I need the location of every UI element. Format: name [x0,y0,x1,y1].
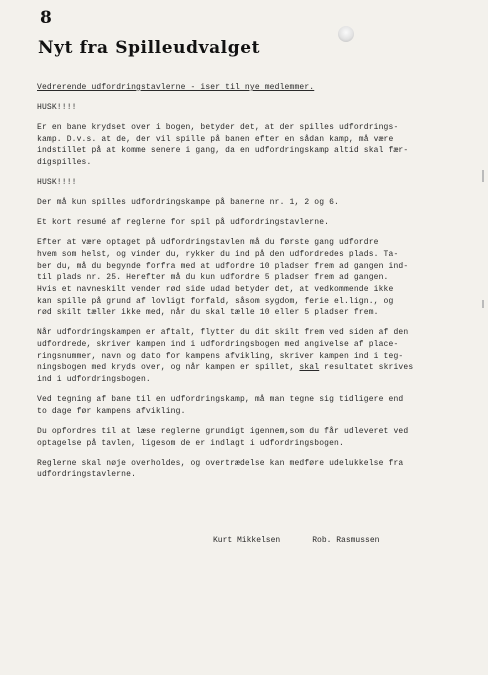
paragraph: HUSK!!!! [37,178,77,188]
paragraph: Ved tegning af bane til en udfordringskamp, må man tegne sig tidligere end to dage før kampens afvikling. [37,395,404,416]
paragraph: HUSK!!!! [37,103,77,112]
page-number: 8 [40,8,52,28]
paragraph: Efter at være optaget på udfordringstavlen må du første gang udfordre hvem som helst, og vinder du, rykker du ind på den udfordredes plads. Ta- ber du, må du begynde forfra med at udfordre 10 pladser frem ad gangen ind- til plads nr. 25. Herefter må du kun udfordre 5 pladser frem ad gangen. Hvis et navneskilt vender rød side udad betyder det, at vedkommende ikke kan spille på grund af lovligt forfald, såsom sygdom, ferie el.lign., og rød skilt tæller ikke med, når du skal tælle 10 eller 5 pladser frem. [37,238,409,318]
letter-body [37,82,457,489]
paragraph: Et kort resumé af reglerne for spil på udfordringstavlerne. [37,218,330,228]
signature-1: Kurt Mikkelsen [213,536,281,545]
underlined-word: skal [299,363,320,373]
paragraph: Der må kun spilles udfordringskampe på banerne nr. 1, 2 og 6. [37,198,339,208]
signatures [213,536,379,545]
paragraph: Er en bane krydset over i bogen, betyder det, at der spilles udfordrings- kamp. D.v.s. at de, der vil spille på banen efter en sådan kamp, må være indstillet på at komme senere i gang, da en udfordringskamp altid skal fær- digspilles. [37,123,409,168]
scan-edge-mark [482,170,484,182]
paragraph: Når udfordringskampen er aftalt, flytter du dit skilt frem ved siden af den udfordrede, skriver kampen ind i udfordringsbogen med angivelse af place- ringsnummer, navn og dato for kampens afvikling, skriver kampen ind i teg- ningsbogen med kryds over, og når kampen er spillet, skal resultatet skrives ind i udfordringsbogen. [37,328,414,385]
paragraph: Reglerne skal nøje overholdes, og overtrædelse kan medføre udelukkelse fra udfordringstavlerne. [37,458,404,480]
punch-hole [338,26,354,42]
subject-line: Vedrerende udfordringstavlerne - iser til nye medlemmer. [37,83,315,92]
paragraph: Du opfordres til at læse reglerne grundigt igennem,som du får udleveret ved optagelse på tavlen, ligesom de er indlagt i udfordringsbogen. [37,426,409,448]
scan-edge-mark [482,300,484,308]
page-title: Nyt fra Spilleudvalget [38,38,261,58]
signature-2: Rob. Rasmussen [312,536,380,545]
